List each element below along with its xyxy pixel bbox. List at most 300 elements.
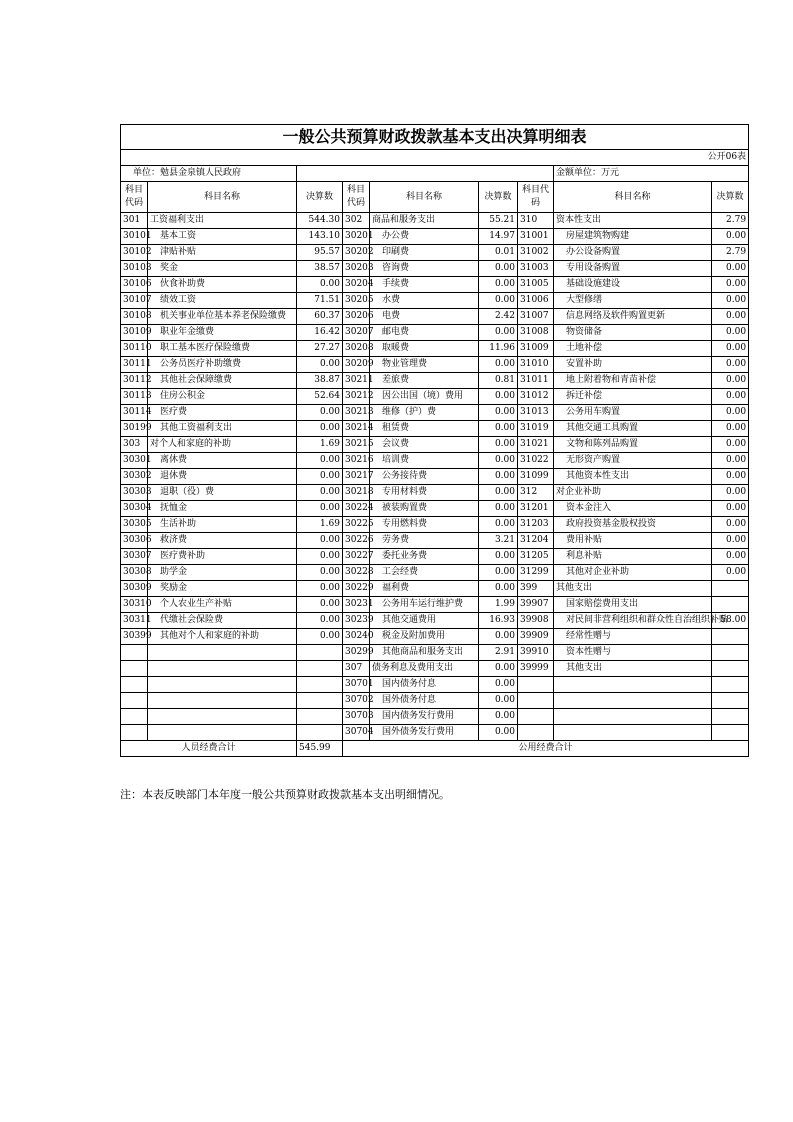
name-cell: 物业管理费 (370, 357, 479, 373)
name-cell: 邮电费 (370, 325, 479, 341)
name-cell: 资本金注入 (554, 501, 712, 517)
amount-cell: 16.42 (297, 325, 343, 341)
code-cell: 30109 (121, 325, 148, 341)
table-row (121, 485, 749, 501)
code-cell: 30208 (343, 341, 370, 357)
table-row (121, 245, 749, 261)
table-row (121, 421, 749, 437)
amount-cell: 0.00 (297, 405, 343, 421)
name-cell: 绩效工资 (148, 293, 297, 309)
amount-cell: 143.10 (297, 229, 343, 245)
table-row (121, 517, 749, 533)
amount-cell: 0.00 (712, 357, 749, 373)
amount-cell: 0.00 (479, 325, 518, 341)
amount-cell: 16.93 (479, 613, 518, 629)
code-cell: 30108 (121, 309, 148, 325)
code-cell: 312 (518, 485, 554, 501)
name-cell: 物资储备 (554, 325, 712, 341)
name-cell: 资本性赠与 (554, 645, 712, 661)
name-cell: 专用设备购置 (554, 261, 712, 277)
amount-cell: 0.00 (479, 277, 518, 293)
name-cell: 职工基本医疗保险缴费 (148, 341, 297, 357)
code-cell: 30309 (121, 581, 148, 597)
name-cell (148, 661, 297, 677)
code-cell: 302 (343, 213, 370, 229)
amount-cell: 0.00 (297, 421, 343, 437)
name-cell (554, 677, 712, 693)
amount-cell: 0.00 (712, 453, 749, 469)
code-cell: 30114 (121, 405, 148, 421)
code-cell: 30102 (121, 245, 148, 261)
code-cell: 30110 (121, 341, 148, 357)
amount-cell: 0.00 (479, 261, 518, 277)
amount-cell: 71.51 (297, 293, 343, 309)
page-title: 一般公共预算财政拨款基本支出决算明细表 (121, 125, 749, 150)
name-cell: 水费 (370, 293, 479, 309)
name-cell: 其他商品和服务支出 (370, 645, 479, 661)
name-cell: 基础设施建设 (554, 277, 712, 293)
code-cell: 30227 (343, 549, 370, 565)
code-cell: 30206 (343, 309, 370, 325)
amount-cell: 2.91 (479, 645, 518, 661)
amount-cell: 0.00 (297, 501, 343, 517)
name-cell: 代缴社会保险费 (148, 613, 297, 629)
name-cell: 利息补贴 (554, 549, 712, 565)
amount-cell (712, 629, 749, 645)
code-cell (121, 661, 148, 677)
name-cell: 其他支出 (554, 581, 712, 597)
amount-cell: 0.00 (479, 293, 518, 309)
name-cell: 机关事业单位基本养老保险缴费 (148, 309, 297, 325)
table-row (121, 229, 749, 245)
unit-label: 单位：勉县金泉镇人民政府 (121, 166, 297, 182)
table-row (121, 645, 749, 661)
code-cell: 303 (121, 437, 148, 453)
name-cell: 经常性赠与 (554, 629, 712, 645)
amount-cell (712, 677, 749, 693)
name-cell: 对个人和家庭的补助 (148, 437, 297, 453)
code-cell: 30212 (343, 389, 370, 405)
table-row (121, 341, 749, 357)
code-cell: 31011 (518, 373, 554, 389)
personnel-total-label: 人员经费合计 (121, 741, 297, 757)
table-row (121, 277, 749, 293)
name-cell: 医疗费补助 (148, 549, 297, 565)
amount-cell: 0.00 (712, 261, 749, 277)
amount-cell: 0.00 (712, 533, 749, 549)
amount-cell: 0.00 (479, 581, 518, 597)
amount-cell: 0.00 (479, 501, 518, 517)
name-cell: 其他交通工具购置 (554, 421, 712, 437)
name-cell: 安置补助 (554, 357, 712, 373)
header-name: 科目名称 (370, 182, 479, 213)
name-cell: 信息网络及软件购置更新 (554, 309, 712, 325)
header-amount: 决算数 (712, 182, 749, 213)
name-cell: 对民间非营利组织和群众性自治组织补贴 (554, 613, 712, 629)
code-cell: 31205 (518, 549, 554, 565)
amount-cell (297, 725, 343, 741)
amount-cell: 0.00 (297, 533, 343, 549)
name-cell: 其他工资福利支出 (148, 421, 297, 437)
amount-cell: 60.37 (297, 309, 343, 325)
name-cell: 无形资产购置 (554, 453, 712, 469)
table-row (121, 565, 749, 581)
name-cell: 对企业补助 (554, 485, 712, 501)
name-cell: 其他对企业补助 (554, 565, 712, 581)
amount-cell (297, 709, 343, 725)
name-cell: 工资福利支出 (148, 213, 297, 229)
amount-cell: 0.00 (712, 325, 749, 341)
code-cell: 30214 (343, 421, 370, 437)
code-cell: 30229 (343, 581, 370, 597)
name-cell: 抚恤金 (148, 501, 297, 517)
table-row (121, 261, 749, 277)
amount-cell: 0.00 (297, 613, 343, 629)
amount-unit: 金额单位：万元 (554, 166, 749, 182)
header-amount: 决算数 (479, 182, 518, 213)
code-cell: 30113 (121, 389, 148, 405)
code-cell: 30216 (343, 453, 370, 469)
table-row (121, 629, 749, 645)
code-cell (518, 677, 554, 693)
name-cell: 医疗费 (148, 405, 297, 421)
code-cell: 31022 (518, 453, 554, 469)
code-cell: 30311 (121, 613, 148, 629)
name-cell: 被装购置费 (370, 501, 479, 517)
name-cell: 公务用车运行维护费 (370, 597, 479, 613)
name-cell: 奖励金 (148, 581, 297, 597)
amount-cell: 2.42 (479, 309, 518, 325)
amount-cell: 0.00 (712, 309, 749, 325)
name-cell: 商品和服务支出 (370, 213, 479, 229)
name-cell: 文物和陈列品购置 (554, 437, 712, 453)
name-cell: 专用燃料费 (370, 517, 479, 533)
table-row (121, 325, 749, 341)
amount-cell: 1.99 (479, 597, 518, 613)
amount-cell: 0.00 (479, 405, 518, 421)
code-cell: 307 (343, 661, 370, 677)
name-cell (554, 709, 712, 725)
table-row (121, 533, 749, 549)
table-row (121, 389, 749, 405)
amount-cell: 0.00 (479, 661, 518, 677)
amount-cell: 0.00 (479, 517, 518, 533)
amount-cell (712, 597, 749, 613)
amount-cell (712, 661, 749, 677)
amount-cell (297, 645, 343, 661)
name-cell: 国外债务付息 (370, 693, 479, 709)
amount-cell: 0.00 (297, 581, 343, 597)
name-cell (554, 725, 712, 741)
table-row (121, 725, 749, 741)
amount-cell: 0.00 (712, 517, 749, 533)
code-cell: 30303 (121, 485, 148, 501)
amount-cell: 0.00 (712, 389, 749, 405)
name-cell: 房屋建筑物购建 (554, 229, 712, 245)
amount-cell: 0.00 (712, 485, 749, 501)
amount-cell: 0.00 (712, 565, 749, 581)
code-cell: 30702 (343, 693, 370, 709)
amount-cell: 0.00 (297, 277, 343, 293)
name-cell: 国外债务发行费用 (370, 725, 479, 741)
amount-cell (712, 709, 749, 725)
name-cell: 会议费 (370, 437, 479, 453)
amount-cell: 0.00 (712, 293, 749, 309)
amount-cell: 1.69 (297, 437, 343, 453)
code-cell: 31001 (518, 229, 554, 245)
name-cell (148, 693, 297, 709)
public-total-label: 公用经费合计 (343, 741, 749, 757)
amount-cell: 0.00 (712, 405, 749, 421)
amount-cell: 0.00 (712, 549, 749, 565)
code-cell (518, 725, 554, 741)
header-name: 科目名称 (148, 182, 297, 213)
amount-cell: 0.00 (712, 373, 749, 389)
table-row (121, 309, 749, 325)
amount-cell: 3.21 (479, 533, 518, 549)
name-cell: 税金及附加费用 (370, 629, 479, 645)
amount-cell: 0.00 (712, 469, 749, 485)
amount-cell: 52.64 (297, 389, 343, 405)
code-cell: 30213 (343, 405, 370, 421)
header-code: 科目代码 (121, 182, 148, 213)
code-cell: 30218 (343, 485, 370, 501)
name-cell: 取暖费 (370, 341, 479, 357)
name-cell: 其他交通费用 (370, 613, 479, 629)
table-row (121, 437, 749, 453)
name-cell: 租赁费 (370, 421, 479, 437)
amount-cell: 27.27 (297, 341, 343, 357)
table-row (121, 581, 749, 597)
name-cell: 办公设备购置 (554, 245, 712, 261)
amount-cell: 14.97 (479, 229, 518, 245)
code-cell (121, 645, 148, 661)
code-cell: 30111 (121, 357, 148, 373)
table-row (121, 549, 749, 565)
code-cell: 31099 (518, 469, 554, 485)
table-row (121, 597, 749, 613)
name-cell: 国内债务付息 (370, 677, 479, 693)
code-cell: 30299 (343, 645, 370, 661)
amount-cell: 0.00 (297, 549, 343, 565)
report-sheet (120, 124, 748, 757)
code-cell (121, 693, 148, 709)
amount-cell: 38.87 (297, 373, 343, 389)
name-cell: 奖金 (148, 261, 297, 277)
code-cell: 30207 (343, 325, 370, 341)
amount-cell: 0.00 (479, 725, 518, 741)
name-cell: 拆迁补偿 (554, 389, 712, 405)
name-cell: 福利费 (370, 581, 479, 597)
name-cell: 住房公积金 (148, 389, 297, 405)
code-cell: 30302 (121, 469, 148, 485)
name-cell: 专用材料费 (370, 485, 479, 501)
code-cell: 31012 (518, 389, 554, 405)
name-cell: 电费 (370, 309, 479, 325)
code-cell: 30228 (343, 565, 370, 581)
table-row (121, 469, 749, 485)
code-cell: 30231 (343, 597, 370, 613)
amount-cell (297, 693, 343, 709)
name-cell: 咨询费 (370, 261, 479, 277)
amount-cell (297, 661, 343, 677)
header-row (121, 182, 749, 213)
code-cell: 30304 (121, 501, 148, 517)
name-cell: 公务用车购置 (554, 405, 712, 421)
header-code: 科目代码 (343, 182, 370, 213)
code-cell: 30307 (121, 549, 148, 565)
table-row (121, 373, 749, 389)
form-number: 公开06表 (121, 150, 749, 166)
code-cell: 31204 (518, 533, 554, 549)
name-cell: 退休费 (148, 469, 297, 485)
code-cell: 31009 (518, 341, 554, 357)
name-cell: 培训费 (370, 453, 479, 469)
name-cell: 公务员医疗补助缴费 (148, 357, 297, 373)
amount-cell: 95.57 (297, 245, 343, 261)
name-cell: 救济费 (148, 533, 297, 549)
table-row (121, 709, 749, 725)
code-cell: 31013 (518, 405, 554, 421)
amount-cell: 2.79 (712, 245, 749, 261)
code-cell: 30239 (343, 613, 370, 629)
table-row (121, 677, 749, 693)
amount-cell: 0.00 (297, 565, 343, 581)
code-cell: 30310 (121, 597, 148, 613)
table-row (121, 357, 749, 373)
name-cell: 其他社会保障缴费 (148, 373, 297, 389)
amount-cell: 58.00 (712, 613, 749, 629)
code-cell: 31203 (518, 517, 554, 533)
name-cell: 公务接待费 (370, 469, 479, 485)
table-row (121, 405, 749, 421)
amount-cell: 1.69 (297, 517, 343, 533)
amount-cell: 2.79 (712, 213, 749, 229)
code-cell: 39910 (518, 645, 554, 661)
name-cell (148, 725, 297, 741)
amount-cell: 11.96 (479, 341, 518, 357)
name-cell: 基本工资 (148, 229, 297, 245)
amount-cell: 0.00 (479, 421, 518, 437)
name-cell: 助学金 (148, 565, 297, 581)
amount-cell: 0.00 (479, 677, 518, 693)
name-cell: 伙食补助费 (148, 277, 297, 293)
code-cell: 30101 (121, 229, 148, 245)
code-cell: 30203 (343, 261, 370, 277)
name-cell (148, 709, 297, 725)
code-cell: 30107 (121, 293, 148, 309)
code-cell: 30701 (343, 677, 370, 693)
table-row (121, 213, 749, 229)
footnote: 注：本表反映部门本年度一般公共预算财政拨款基本支出明细情况。 (120, 788, 450, 801)
amount-cell (712, 645, 749, 661)
code-cell: 30112 (121, 373, 148, 389)
name-cell: 个人农业生产补贴 (148, 597, 297, 613)
amount-cell: 0.00 (712, 501, 749, 517)
name-cell: 债务利息及费用支出 (370, 661, 479, 677)
code-cell: 30308 (121, 565, 148, 581)
amount-cell: 0.00 (479, 453, 518, 469)
expenditure-table (120, 124, 749, 757)
name-cell: 职业年金缴费 (148, 325, 297, 341)
amount-cell: 0.00 (712, 229, 749, 245)
amount-cell: 0.00 (297, 453, 343, 469)
code-cell: 399 (518, 581, 554, 597)
header-code: 科目代码 (518, 182, 554, 213)
name-cell: 国内债务发行费用 (370, 709, 479, 725)
code-cell: 31007 (518, 309, 554, 325)
amount-cell: 0.00 (479, 469, 518, 485)
amount-cell: 0.00 (297, 629, 343, 645)
code-cell: 30205 (343, 293, 370, 309)
amount-cell: 0.00 (297, 485, 343, 501)
code-cell: 30703 (343, 709, 370, 725)
name-cell: 手续费 (370, 277, 479, 293)
code-cell: 30103 (121, 261, 148, 277)
table-row (121, 613, 749, 629)
amount-cell: 0.00 (712, 421, 749, 437)
name-cell: 其他支出 (554, 661, 712, 677)
name-cell: 地上附着物和青苗补偿 (554, 373, 712, 389)
code-cell (121, 709, 148, 725)
code-cell (121, 677, 148, 693)
name-cell: 津贴补贴 (148, 245, 297, 261)
amount-cell: 0.81 (479, 373, 518, 389)
code-cell: 30301 (121, 453, 148, 469)
totals-row (121, 741, 749, 757)
code-cell: 30202 (343, 245, 370, 261)
code-cell: 30305 (121, 517, 148, 533)
name-cell: 离休费 (148, 453, 297, 469)
code-cell: 30399 (121, 629, 148, 645)
amount-cell: 0.00 (479, 693, 518, 709)
code-cell: 30199 (121, 421, 148, 437)
name-cell: 差旅费 (370, 373, 479, 389)
code-cell: 31003 (518, 261, 554, 277)
name-cell: 土地补偿 (554, 341, 712, 357)
code-cell: 301 (121, 213, 148, 229)
header-amount: 决算数 (297, 182, 343, 213)
name-cell (148, 645, 297, 661)
table-row (121, 453, 749, 469)
amount-cell (297, 677, 343, 693)
name-cell: 因公出国（境）费用 (370, 389, 479, 405)
code-cell (518, 693, 554, 709)
amount-cell: 38.57 (297, 261, 343, 277)
name-cell: 费用补贴 (554, 533, 712, 549)
name-cell: 资本性支出 (554, 213, 712, 229)
name-cell: 退职（役）费 (148, 485, 297, 501)
header-name: 科目名称 (554, 182, 712, 213)
code-cell: 30226 (343, 533, 370, 549)
code-cell: 31021 (518, 437, 554, 453)
code-cell: 39908 (518, 613, 554, 629)
code-cell: 39907 (518, 597, 554, 613)
name-cell: 其他资本性支出 (554, 469, 712, 485)
code-cell (518, 709, 554, 725)
code-cell: 31008 (518, 325, 554, 341)
name-cell: 生活补助 (148, 517, 297, 533)
name-cell (148, 677, 297, 693)
table-row (121, 293, 749, 309)
personnel-total-value: 545.99 (297, 741, 343, 757)
code-cell: 39999 (518, 661, 554, 677)
code-cell: 31005 (518, 277, 554, 293)
amount-cell (712, 725, 749, 741)
amount-cell: 0.00 (479, 709, 518, 725)
name-cell: 印刷费 (370, 245, 479, 261)
code-cell: 30106 (121, 277, 148, 293)
